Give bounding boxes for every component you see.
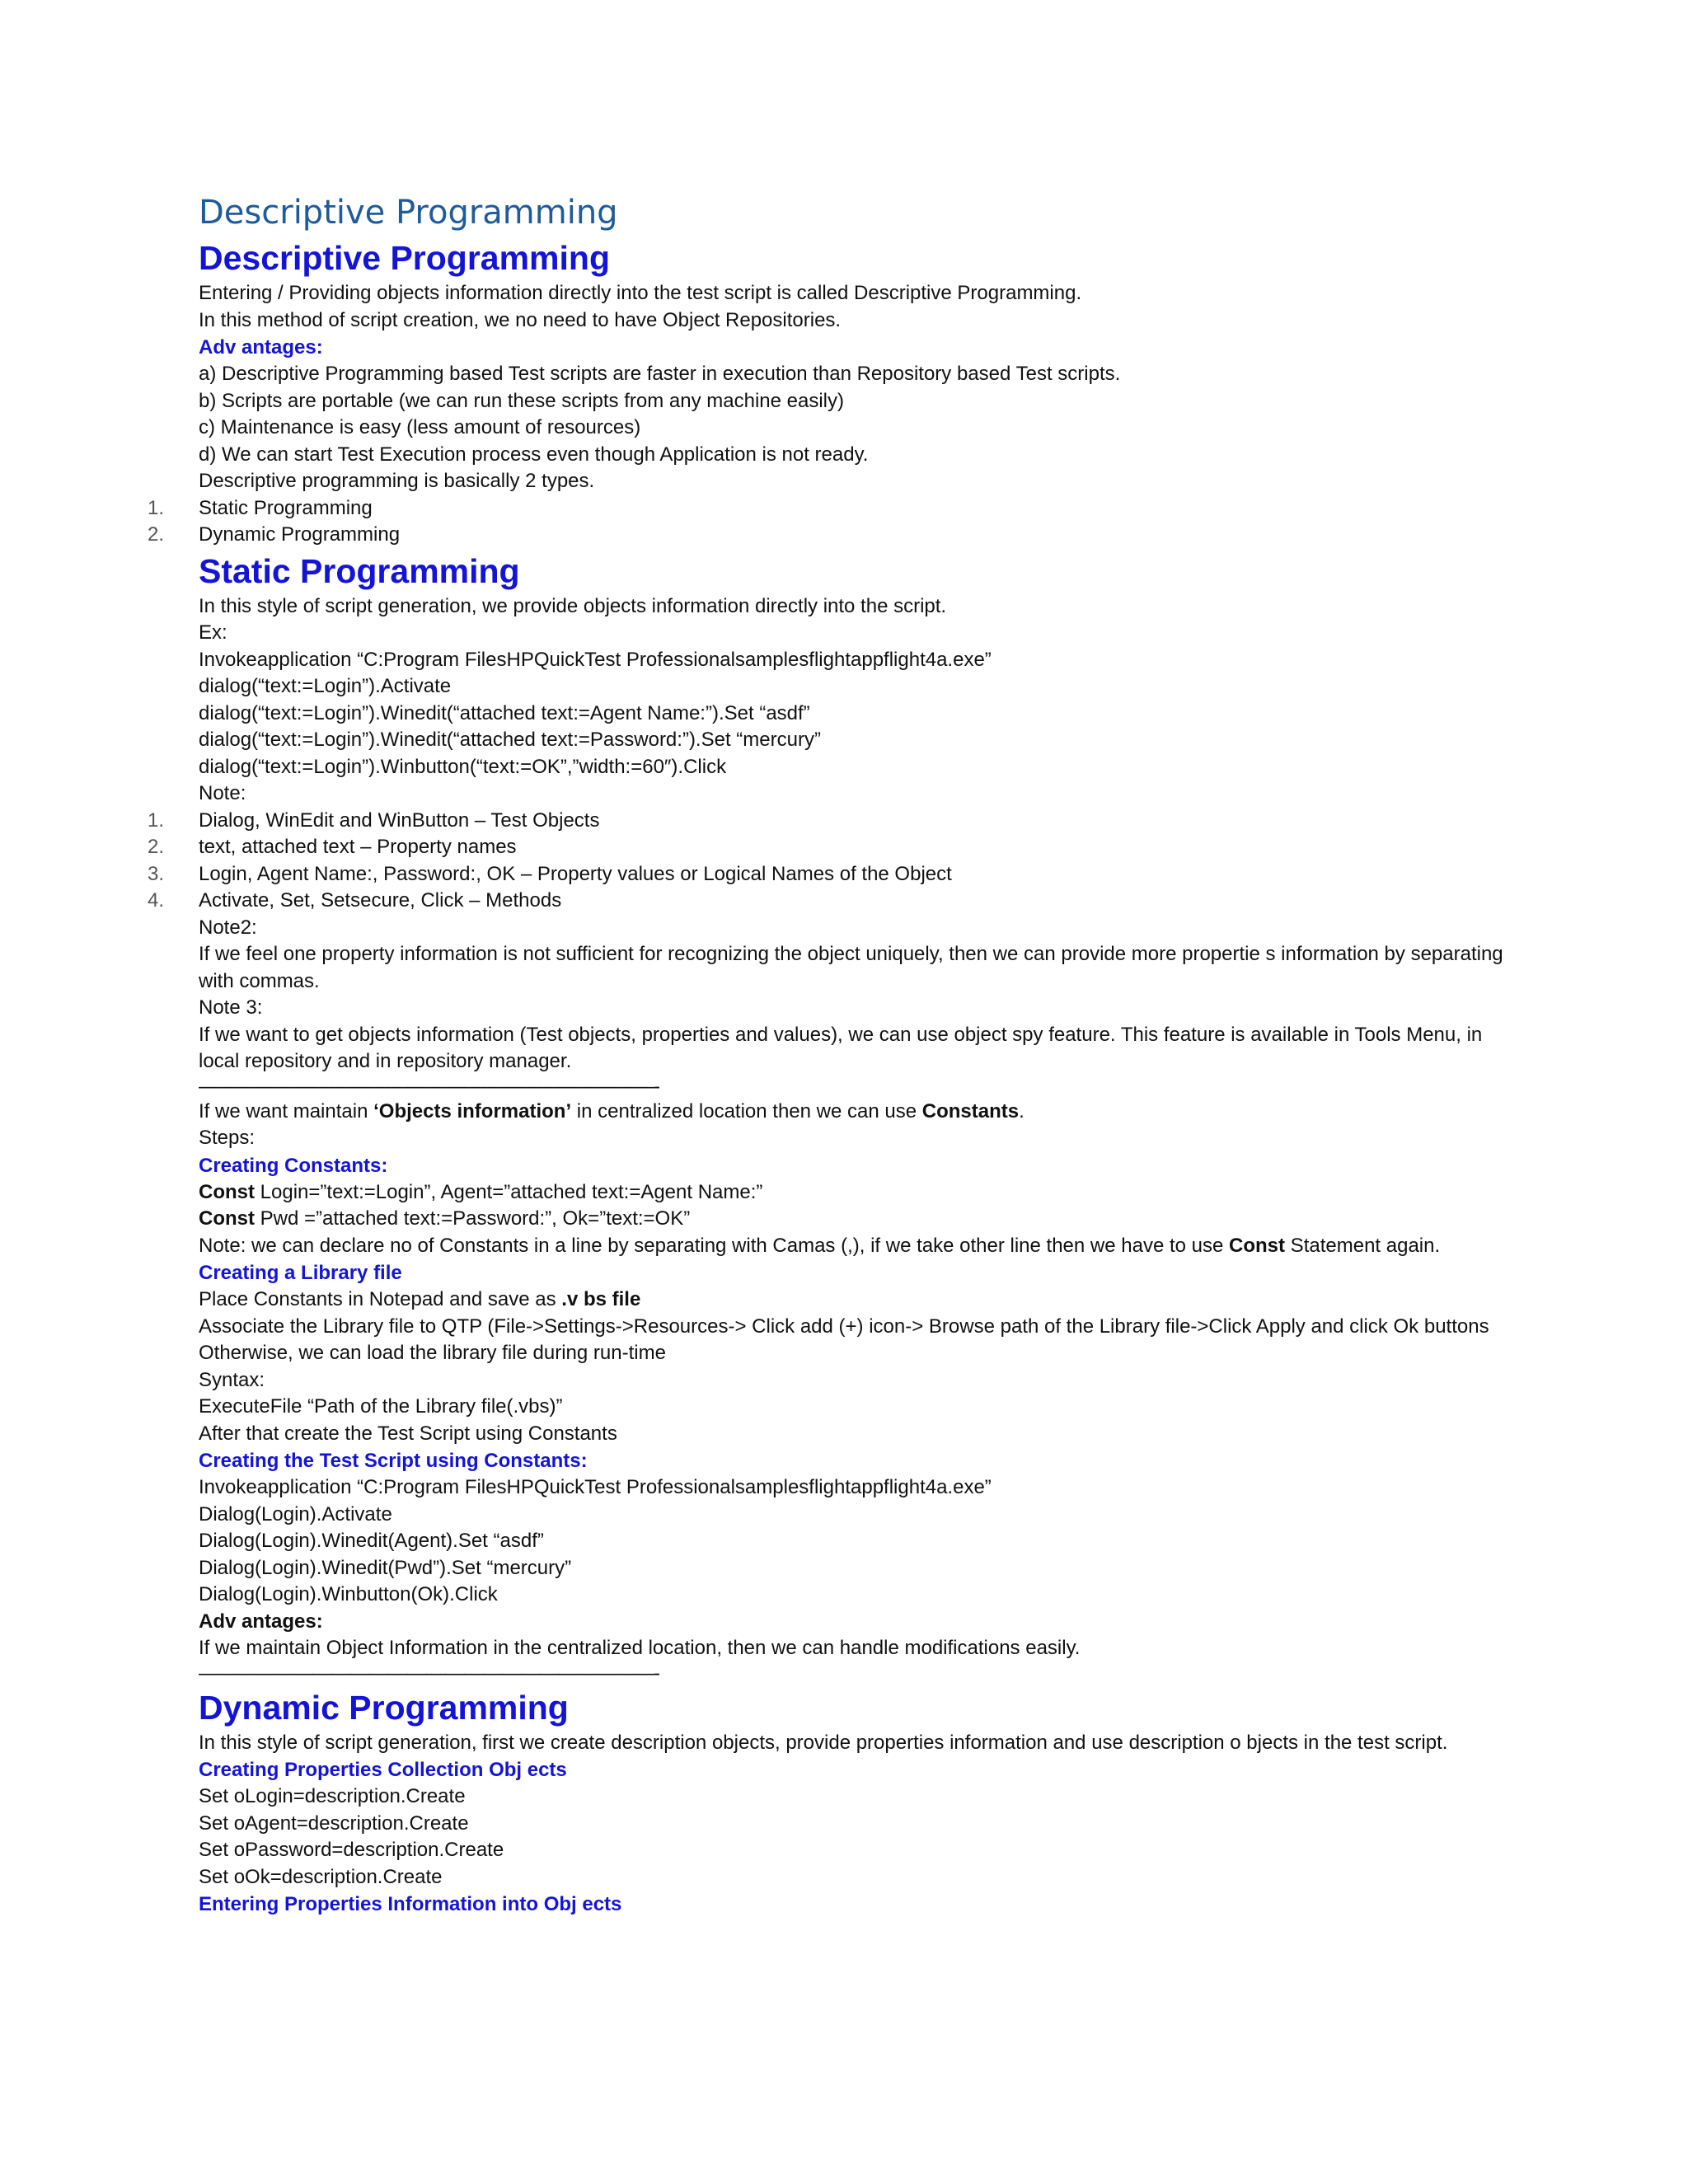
code-line: ExecuteFile “Path of the Library file(.vbs)” xyxy=(199,1395,563,1418)
numbered-item xyxy=(148,861,1517,888)
paragraph: Note: xyxy=(199,782,246,804)
bold-text: ‘Objects information’ xyxy=(373,1099,572,1122)
document-content xyxy=(148,190,1517,1918)
code-line: Invokeapplication “C:Program FilesHPQuickTest Professionalsamplesflightappflight4a.exe” xyxy=(199,1476,992,1498)
advantage-item: b) Scripts are portable (we can run these scripts from any machine easily) xyxy=(199,389,844,412)
keyword: Const xyxy=(199,1180,255,1203)
code-line: dialog(“text:=Login”).Winedit(“attached text:=Agent Name:”).Set “asdf” xyxy=(199,701,810,724)
code-line: Set oAgent=description.Create xyxy=(199,1811,469,1835)
paragraph: Ex: xyxy=(199,621,227,644)
item-text: Dynamic Programming xyxy=(199,523,401,546)
divider-line: ————————————————————————- xyxy=(199,1075,659,1098)
item-number: 1. xyxy=(148,808,165,832)
code-line: Dialog(Login).Winbutton(Ok).Click xyxy=(199,1583,498,1605)
numbered-item xyxy=(148,495,1517,523)
keyword: Const xyxy=(1229,1234,1286,1257)
code-line: dialog(“text:=Login”).Winedit(“attached text:=Password:”).Set “mercury” xyxy=(199,729,821,751)
item-number: 2. xyxy=(148,836,165,858)
subheading-library-file: Creating a Library file xyxy=(199,1262,402,1284)
paragraph: If we maintain Object Information in the centralized location, then we can handle modifications easily. xyxy=(199,1637,1081,1659)
document-title: Descriptive Programming xyxy=(199,194,618,232)
numbered-item xyxy=(148,808,1517,835)
code-line: Set oOk=description.Create xyxy=(199,1865,443,1888)
text-run: Statement again. xyxy=(1285,1234,1441,1257)
paragraph: Entering / Providing objects information directly into the test script is called Descriptive Programming. xyxy=(199,282,1082,304)
paragraph xyxy=(199,1099,1517,1126)
divider-line: ————————————————————————- xyxy=(199,1661,659,1685)
text-run: Place Constants in Notepad and save as xyxy=(199,1288,562,1310)
text-run: in centralized location then we can use xyxy=(571,1099,922,1122)
code-line: Set oLogin=description.Create xyxy=(199,1785,466,1807)
subheading-entering-properties: Entering Properties Information into Obj ects xyxy=(199,1893,622,1915)
paragraph: If we want to get objects information (Test objects, properties and values), we can use object spy feature. This feature is available in Tools Menu, in local repository and in repository manager. xyxy=(199,1023,1483,1072)
text-run: Login=”text:=Login”, Agent=”attached text:=Agent Name:” xyxy=(255,1180,763,1203)
paragraph xyxy=(199,1286,1517,1314)
item-number: 2. xyxy=(148,523,165,546)
text-run: If we want maintain xyxy=(199,1099,374,1122)
code-line: dialog(“text:=Login”).Activate xyxy=(199,675,452,697)
item-text: Static Programming xyxy=(199,496,373,519)
item-text: Login, Agent Name:, Password:, OK – Property values or Logical Names of the Object xyxy=(199,862,952,885)
item-number: 1. xyxy=(148,496,165,519)
paragraph: Otherwise, we can load the library file during run-time xyxy=(199,1342,666,1364)
paragraph: Note 3: xyxy=(199,996,263,1019)
code-line xyxy=(199,1206,1517,1233)
paragraph xyxy=(199,1233,1517,1260)
section-heading-descriptive: Descriptive Programming xyxy=(199,239,610,277)
advantage-item: c) Maintenance is easy (less amount of resources) xyxy=(199,416,641,438)
code-line: Dialog(Login).Activate xyxy=(199,1502,392,1526)
numbered-item xyxy=(148,834,1517,861)
paragraph: If we feel one property information is not sufficient for recognizing the object uniquely, then we can provide more propertie s information by separating with commas. xyxy=(199,943,1503,992)
bold-text: Adv antages: xyxy=(199,1610,323,1633)
subheading-creating-constants: Creating Constants: xyxy=(199,1154,388,1177)
paragraph: Steps: xyxy=(199,1127,256,1149)
text-run: . xyxy=(1019,1099,1025,1122)
paragraph: Descriptive programming is basically 2 types. xyxy=(199,470,595,492)
subheading-test-script: Creating the Test Script using Constants: xyxy=(199,1450,588,1472)
advantage-item: d) We can start Test Execution process even though Application is not ready. xyxy=(199,443,869,466)
bold-label xyxy=(199,1609,1517,1636)
subheading-advantages: Adv antages: xyxy=(199,336,323,359)
keyword: Const xyxy=(199,1207,255,1230)
item-text: Dialog, WinEdit and WinButton – Test Objects xyxy=(199,808,600,832)
item-text: Activate, Set, Setsecure, Click – Methods xyxy=(199,889,562,912)
text-run: Pwd =”attached text:=Password:”, Ok=”text:=OK” xyxy=(255,1207,691,1230)
paragraph: Syntax: xyxy=(199,1368,265,1391)
section-heading-static: Static Programming xyxy=(199,551,520,590)
text-run: Note: we can declare no of Constants in a line by separating with Camas (,), if we take other line then we have to use xyxy=(199,1234,1230,1257)
code-line xyxy=(199,1179,1517,1207)
subheading-collection-objects: Creating Properties Collection Obj ects xyxy=(199,1759,567,1781)
advantage-item: a) Descriptive Programming based Test scripts are faster in execution than Repository based Test scripts. xyxy=(199,363,1121,385)
bold-text: Constants xyxy=(921,1099,1020,1122)
item-number: 4. xyxy=(148,889,165,912)
paragraph: In this style of script generation, we provide objects information directly into the script. xyxy=(199,594,947,617)
paragraph: In this style of script generation, first we create description objects, provide properties information and use description o bjects in the test script. xyxy=(199,1731,1448,1754)
paragraph: After that create the Test Script using Constants xyxy=(199,1422,617,1445)
code-line: dialog(“text:=Login”).Winbutton(“text:=OK”,”width:=60″).Click xyxy=(199,755,727,778)
item-number: 3. xyxy=(148,862,165,885)
bold-text: .v bs file xyxy=(561,1288,641,1310)
section-heading-dynamic: Dynamic Programming xyxy=(199,1688,569,1727)
code-line: Dialog(Login).Winedit(Pwd”).Set “mercury” xyxy=(199,1556,572,1579)
numbered-item xyxy=(148,522,1517,549)
item-text: text, attached text – Property names xyxy=(199,836,517,858)
numbered-item xyxy=(148,888,1517,915)
code-line: Dialog(Login).Winedit(Agent).Set “asdf” xyxy=(199,1530,544,1552)
paragraph: Note2: xyxy=(199,916,257,939)
code-line: Set oPassword=description.Create xyxy=(199,1839,504,1861)
code-line: Invokeapplication “C:Program FilesHPQuickTest Professionalsamplesflightappflight4a.exe” xyxy=(199,648,992,671)
paragraph: In this method of script creation, we no need to have Object Repositories. xyxy=(199,308,842,331)
paragraph: Associate the Library file to QTP (File->Settings->Resources-> Click add (+) icon-> Browse path of the Library file->Click Apply and click Ok buttons xyxy=(199,1315,1489,1338)
